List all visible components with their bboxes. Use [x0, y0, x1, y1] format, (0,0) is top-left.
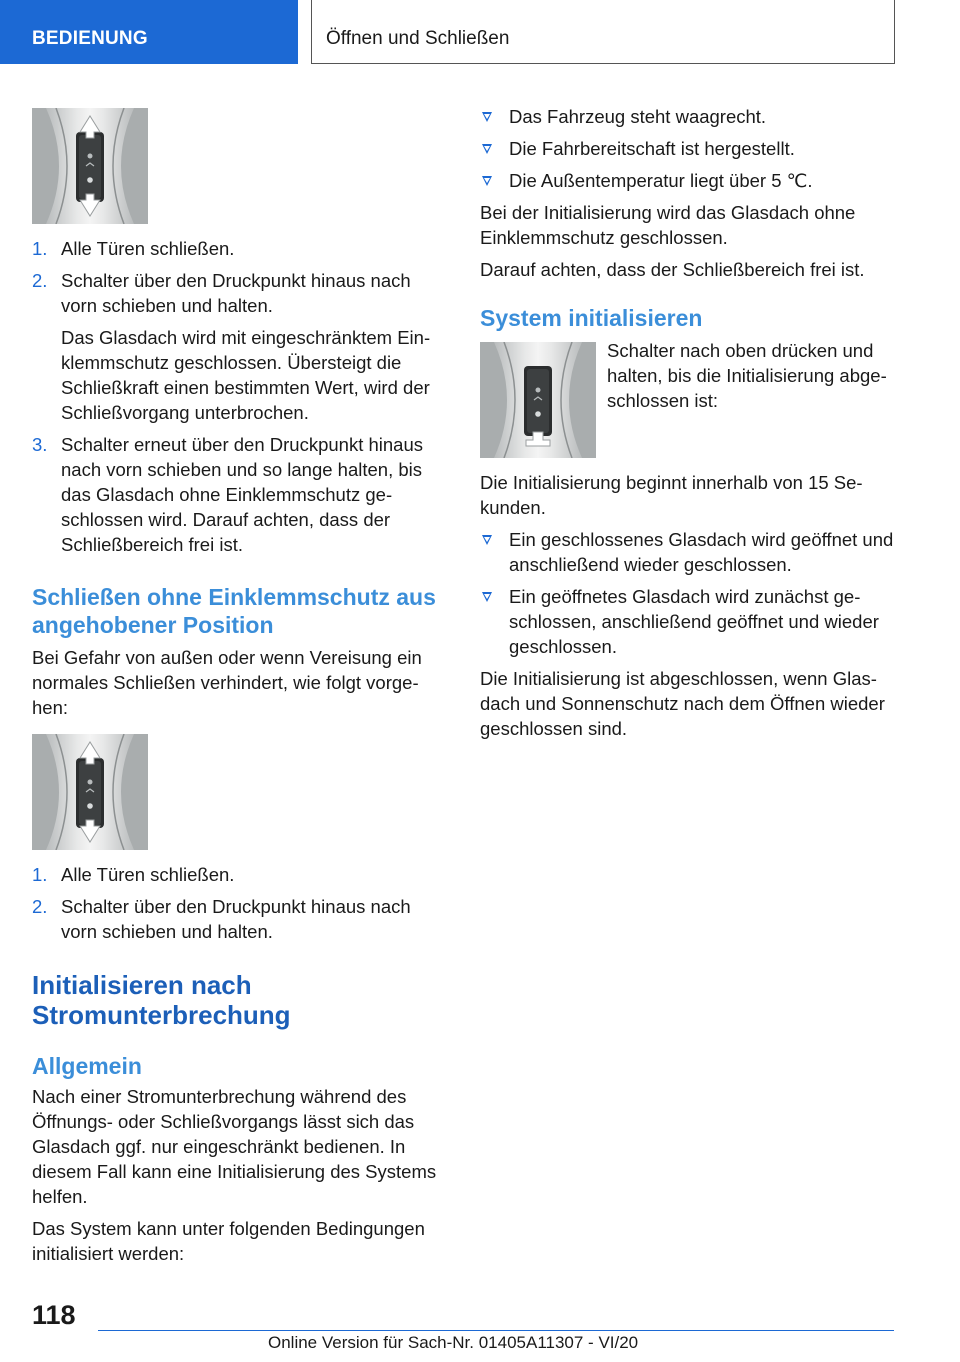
heading-system-initialize: System initialisieren — [480, 305, 703, 331]
section-tab: BEDIENUNG — [0, 0, 298, 64]
switch-push-down-illustration — [32, 734, 148, 850]
list-item — [32, 268, 446, 425]
triangle-bullet-icon — [482, 144, 492, 154]
step-number: 1. — [32, 238, 48, 259]
chapter-title: Öffnen und Schließen — [311, 0, 895, 64]
triangle-bullet-icon — [482, 535, 492, 545]
list-item — [32, 236, 446, 261]
general-paragraph-2: Das System kann unter folgenden Bedingungen initialisiert werden: — [32, 1218, 425, 1264]
begin-paragraph: Die Initialisierung beginnt innerhalb von 15 Sekunden. — [480, 472, 863, 518]
close-paragraph: Bei Gefahr von außen oder wenn Vereisung ein normales Schließen verhindert, wie folgt vorgehen: — [32, 647, 422, 718]
step-text: Schalter über den Druckpunkt hinaus nach vorn schieben und halten. — [61, 896, 411, 942]
condition-text: Das Fahrzeug steht waagrecht. — [509, 106, 767, 127]
footer-divider — [98, 1330, 894, 1331]
list-item — [480, 136, 894, 161]
step-number: 2. — [32, 270, 48, 291]
system-paragraph: Schalter nach oben drücken und halten, bis die Initialisierung abgeschlossen ist: — [607, 340, 887, 411]
step-number: 1. — [32, 864, 48, 885]
step-number: 2. — [32, 896, 48, 917]
footer-version-text: Online Version für Sach-Nr. 01405A11307 - VI/20 — [268, 1333, 639, 1352]
page-number: 118 — [32, 1300, 76, 1330]
left-column — [32, 100, 446, 1273]
step-text: Ein geschlossenes Glasdach wird geöffnet und anschließend wieder geschlossen. — [509, 529, 894, 575]
list-item — [480, 584, 894, 659]
conditions-list — [480, 104, 894, 193]
close-steps-list-2 — [32, 862, 446, 944]
list-item — [32, 432, 446, 557]
list-item — [32, 862, 446, 887]
triangle-bullet-icon — [482, 592, 492, 602]
step-text: Alle Türen schließen. — [61, 864, 235, 885]
condition-text: Die Außentemperatur liegt über 5 ℃. — [509, 170, 813, 191]
condition-text: Die Fahrbereitschaft ist hergestellt. — [509, 138, 795, 159]
list-item — [480, 168, 894, 193]
triangle-bullet-icon — [482, 176, 492, 186]
init-steps-list — [480, 527, 894, 659]
step-text: Schalter erneut über den Druckpunkt hinaus nach vorn schieben und so lange halten, bis das Glasdach ohne Einklemmschutz geschlossen wird. Darauf achten, dass der Schließbereich frei ist. — [61, 434, 423, 555]
close-steps-list — [32, 236, 446, 557]
step-text: Alle Türen schließen. — [61, 238, 235, 259]
heading-general: Allgemein — [32, 1053, 142, 1079]
triangle-bullet-icon — [482, 112, 492, 122]
switch-push-down-illustration — [32, 108, 148, 224]
end-paragraph: Die Initialisierung ist abgeschlossen, wenn Glasdach und Sonnenschutz nach dem Öffnen wieder geschlossen sind. — [480, 668, 885, 739]
list-item — [480, 527, 894, 577]
heading-initialize: Initialisieren nach Stromunterbrechung — [32, 970, 291, 1030]
heading-close-without-pinch-protection: Schließen ohne Einklemmschutz aus angehobener Position — [32, 584, 436, 638]
general-paragraph-1: Nach einer Stromunterbrechung während des Öffnungs- oder Schließvorgangs lässt sich das Glasdach ggf. nur eingeschränkt bedienen. In diesem Fall kann eine Initialisierung des Systems helfen. — [32, 1086, 437, 1207]
list-item — [480, 104, 894, 129]
step-note: Das Glasdach wird mit eingeschränktem Einklemmschutz geschlossen. Übersteigt die Schließkraft einen bestimmten Wert, wird der Schließvorgang unterbrochen. — [61, 327, 431, 423]
init-paragraph-1: Bei der Initialisierung wird das Glasdach ohne Einklemmschutz geschlossen. — [480, 202, 856, 248]
step-text: Schalter über den Druckpunkt hinaus nach vorn schieben und halten. — [61, 270, 411, 316]
step-number: 3. — [32, 434, 48, 455]
init-paragraph-2: Darauf achten, dass der Schließbereich frei ist. — [480, 259, 865, 280]
step-text: Ein geöffnetes Glasdach wird zunächst geschlossen, anschließend geöffnet und wieder geschlossen. — [509, 586, 879, 657]
right-column — [480, 104, 894, 748]
list-item — [32, 894, 446, 944]
switch-push-up-illustration — [480, 342, 596, 458]
